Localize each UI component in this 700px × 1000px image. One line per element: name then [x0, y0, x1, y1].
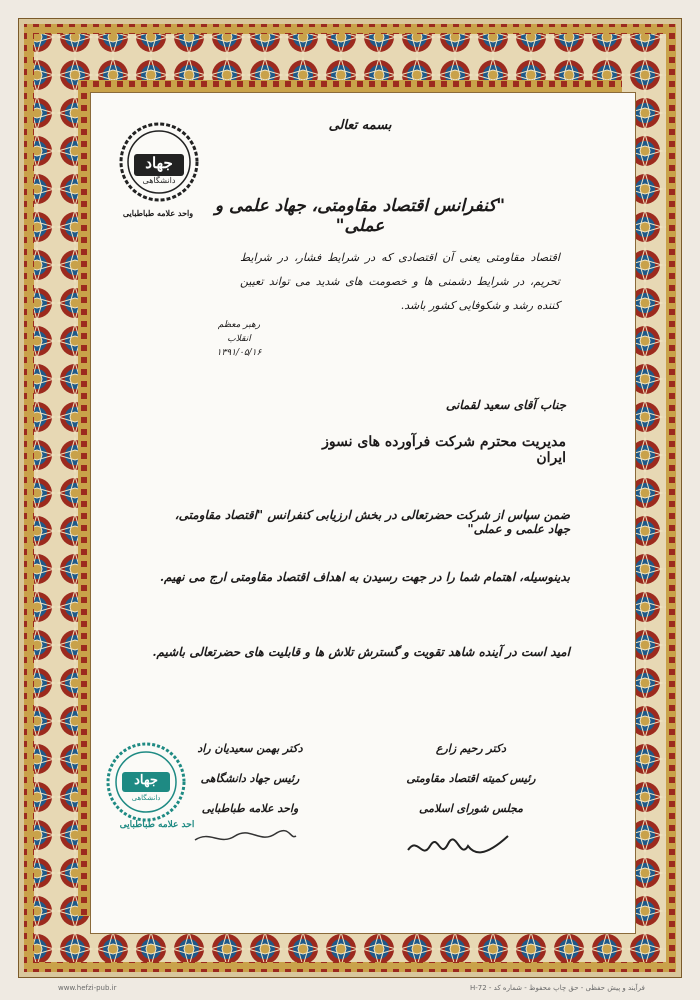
logo-sublabel: دانشگاهی: [142, 176, 176, 185]
signature-block-left: [170, 734, 330, 824]
signature-scribble-right: [404, 830, 514, 870]
signature-block-right: [396, 734, 546, 824]
conference-title: "کنفرانس اقتصاد مقاومتی، جهاد علمی و عملی": [214, 196, 506, 236]
signatory-unit-left: واحد علامه طباطبایی: [201, 802, 299, 815]
recipient-title: مدیریت محترم شرکت فرآورده های نسوز ایران: [322, 434, 566, 466]
signatory-role-right: رئیس کمیته اقتصاد مقاومتی: [406, 772, 536, 785]
logo-label: جهاد: [145, 154, 173, 172]
seal-sublabel: دانشگاهی: [131, 794, 161, 802]
basmala-heading: بسمه تعالی: [328, 118, 392, 133]
recipient-name: جناب آقای سعید لقمانی: [445, 398, 566, 412]
seal-label: جهاد: [134, 773, 158, 788]
body-paragraph-2: بدینوسیله، اهتمام شما را در جهت رسیدن به اهداف اقتصاد مقاومتی ارج می نهیم.: [159, 570, 570, 584]
quote-source: [214, 318, 264, 360]
logo-caption: واحد علامه طباطبایی: [122, 208, 194, 218]
body-paragraph-1: ضمن سپاس از شرکت حضرتعالی در بخش ارزیابی کنفرانس "اقتصاد مقاومتی، جهاد علمی و عملی": [174, 508, 570, 536]
footer-publisher: فرآیند و پیش حفظی - حق چاپ محفوظ - شماره کد - H-72: [470, 984, 645, 992]
footer-website: www.hefzi-pub.ir: [58, 984, 117, 992]
seal-caption: احد علامه طباطبایی: [119, 820, 195, 830]
signatory-unit-right: مجلس شورای اسلامی: [418, 802, 524, 815]
signatory-role-left: رئیس جهاد دانشگاهی: [200, 772, 300, 785]
quote-source-date: ۱۳۹۱/۰۵/۱۶: [216, 348, 262, 358]
signatory-name-left: دکتر بهمن سعیدیان راد: [197, 742, 303, 755]
quote-source-title: رهبر معظم انقلاب: [217, 320, 261, 344]
body-paragraph-3: امید است در آینده شاهد تقویت و گسترش تلاش ها و قابلیت های حضرتعالی باشیم.: [152, 645, 570, 659]
leader-quote: اقتصاد مقاومتی یعنی آن اقتصادی که در شرایط فشار، در شرایط تحریم، در شرایط دشمنی ها و خصومت های شدید می تواند تعیین کننده رشد و شکوفایی کشور باشد.: [240, 251, 560, 312]
signatory-name-right: دکتر رحیم زارع: [435, 742, 507, 755]
